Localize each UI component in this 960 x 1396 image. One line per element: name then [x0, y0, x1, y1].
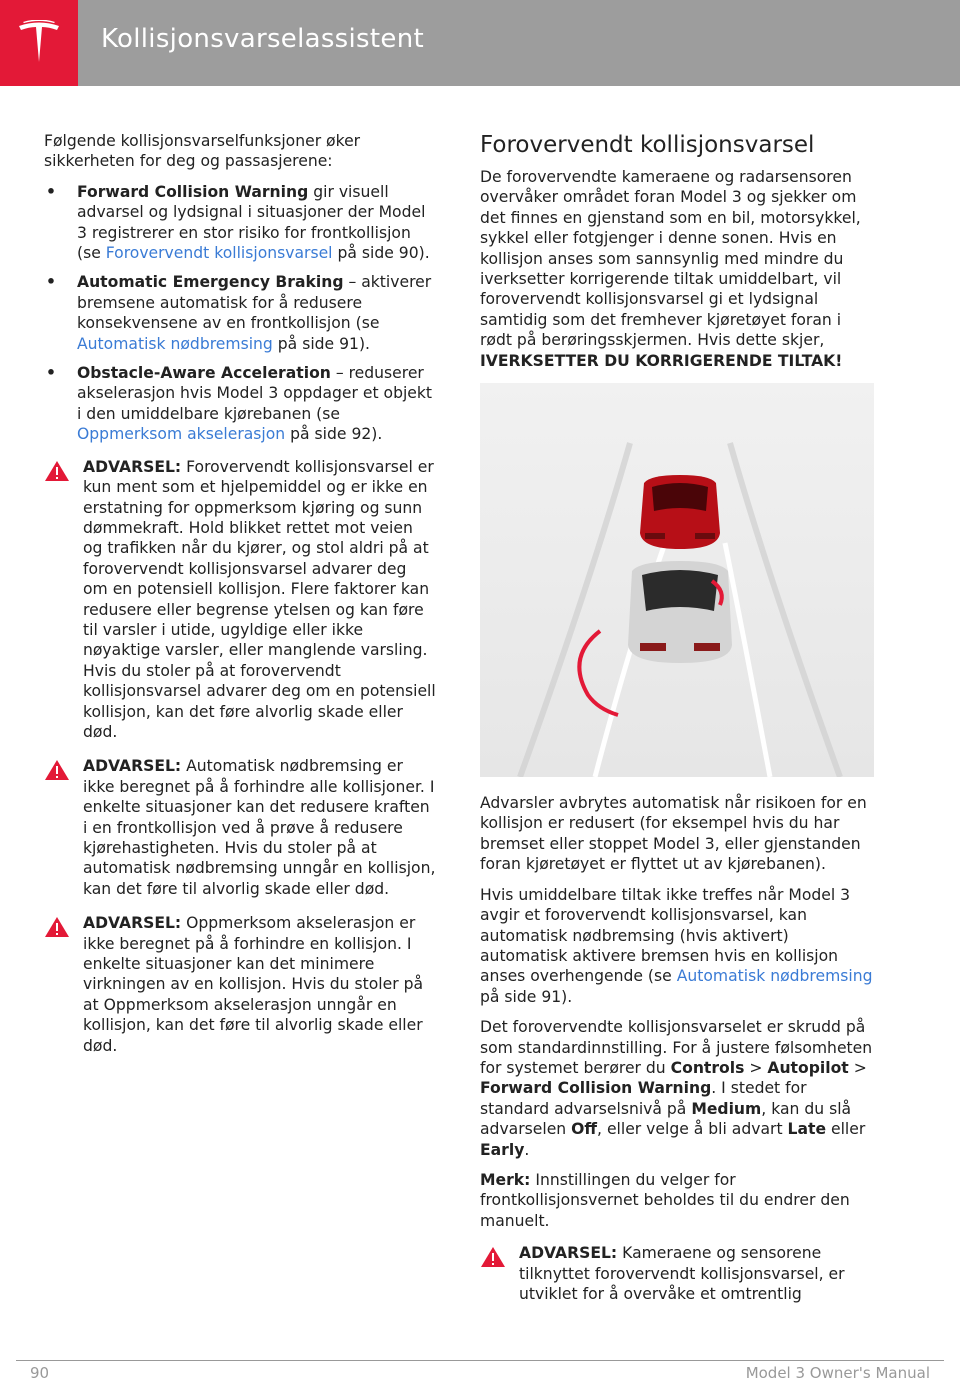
- paragraph-text: De forovervendte kameraene og radarsensoren overvåker området foran Model 3 og sjekker om det finnes en gjenstand som en bil, motorsykkel, sykkel eller fotgjenger i denne sonen. Hvis en kollisjon anses som sannsynlig med mindre du iverksetter korrigerende tiltak umiddelbart, vil forovervendt kollisjonsvarsel gi et lydsignal samtidig som det fremhever kjøretøyet foran i rødt på berøringsskjermen. Hvis dette skjer,: [480, 168, 861, 350]
- list-item: [44, 272, 436, 354]
- note-label: Merk:: [480, 1170, 531, 1189]
- warning-label: ADVARSEL:: [83, 914, 182, 933]
- page-ref: på side 91).: [480, 987, 573, 1006]
- intro-text: Følgende kollisjonsvarselfunksjoner øker sikkerheten for deg og passasjerene:: [44, 132, 361, 171]
- menu-path-fcw: Forward Collision Warning: [480, 1079, 712, 1098]
- page-ref: på side 90).: [332, 244, 430, 263]
- paragraph: [480, 1017, 874, 1160]
- warning-block: [44, 756, 436, 899]
- list-item: [44, 182, 436, 264]
- paragraph-text: Hvis umiddelbare tiltak ikke treffes når Model 3 avgir et forovervendt kollisjonsvarsel, kan automatisk nødbremsing (hvis aktivert) automatisk aktivere bremsen hvis en kollisjon anses overhengende (se: [480, 885, 851, 986]
- paragraph-text: , kan du slå advarselen: [480, 1099, 852, 1139]
- collision-warning-illustration: [480, 383, 874, 777]
- footer-divider: [16, 1360, 944, 1361]
- vehicle-ahead-icon: [640, 475, 720, 549]
- feature-name: Automatic Emergency Braking: [77, 273, 344, 292]
- list-item: [44, 363, 436, 445]
- warning-text: Forovervendt kollisjonsvarsel er kun ment som et hjelpemiddel og er ikke en erstatning for oppmerksom kjøring og sunn dømmekraft. Hold blikket rettet mot veien og trafikken når du kjører, og stol aldri på at forovervendt kollisjonsvarsel advarer deg om en potensiell kollisjon. Flere faktorer kan redusere eller begrense ytelsen og kan føre til varsler i utide, ugyldige eller ikke nøyaktige varsler, eller manglende varsling. Hvis du stoler på at forovervendt kollisjonsvarsel advarer deg om en potensiell kollisjon, kan det føre alvorlig skade eller død.: [83, 457, 436, 741]
- cross-ref-link[interactable]: Oppmerksom akselerasjon: [77, 425, 286, 444]
- page-ref: på side 92).: [285, 425, 383, 444]
- left-column: [44, 131, 436, 1070]
- paragraph-text: , eller velge å bli advart: [597, 1120, 788, 1139]
- setting-early: Early: [480, 1140, 525, 1159]
- setting-off: Off: [571, 1120, 598, 1139]
- warning-triangle-icon: [44, 759, 70, 781]
- warning-text: Automatisk nødbremsing er ikke beregnet på å forhindre alle kollisjoner. I enkelte situasjoner kan det redusere kraften i en frontkollisjon ved å prøve å redusere kjørehastigheten. Hvis du stoler på at automatisk nødbremsing unngår en kollisjon, kan det føre til alvorlig skade eller død.: [83, 757, 436, 898]
- paragraph-text: Det forovervendte kollisjonsvarselet er skrudd på som standardinnstilling. For å justere følsomheten for systemet berører du: [480, 1018, 873, 1077]
- tesla-logo-icon: [0, 0, 78, 86]
- cross-ref-link[interactable]: Automatisk nødbremsing: [676, 967, 873, 986]
- paragraph: Advarsler avbrytes automatisk når risikoen for en kollisjon er redusert (for eksempel hvis du har bremset eller stoppet Model 3, eller gjenstanden foran kjøretøyet er flyttet ut av kjørebanen).: [480, 794, 867, 874]
- own-vehicle-icon: [628, 561, 732, 663]
- paragraph-text: eller: [826, 1120, 866, 1139]
- menu-path-autopilot: Autopilot: [767, 1058, 849, 1077]
- page-ref: på side 91).: [272, 334, 370, 353]
- warning-label: ADVARSEL:: [519, 1244, 618, 1263]
- feature-name: Obstacle-Aware Acceleration: [77, 364, 331, 383]
- note-text: Innstillingen du velger for frontkollisjonsvernet beholdes til du endrer den manuelt.: [480, 1170, 850, 1230]
- warning-triangle-icon: [44, 916, 70, 938]
- setting-late: Late: [787, 1120, 827, 1139]
- feature-desc: – reduserer akselerasjon hvis Model 3 oppdager et objekt i den umiddelbare kjørebanen (se: [77, 364, 433, 423]
- section-title: Forovervendt kollisjonsvarsel: [480, 132, 815, 158]
- warning-block: [480, 1243, 874, 1304]
- manual-title: Model 3 Owner's Manual: [745, 1364, 930, 1382]
- warning-label: ADVARSEL:: [83, 457, 182, 476]
- feature-desc: – aktiverer bremsene automatisk for å redusere konsekvensene av en frontkollisjon (se: [77, 273, 432, 333]
- page-title: Kollisjonsvarselassistent: [101, 24, 424, 54]
- emphasis-text: IVERKSETTER DU KORRIGERENDE TILTAK!: [480, 351, 843, 370]
- cross-ref-link[interactable]: Automatisk nødbremsing: [77, 334, 273, 353]
- warning-block: [44, 913, 436, 1056]
- paragraph-text: .: [524, 1140, 530, 1159]
- warning-block: [44, 457, 436, 743]
- feature-list: [44, 182, 436, 445]
- page-number: 90: [30, 1364, 50, 1382]
- path-separator: >: [848, 1058, 867, 1077]
- warning-label: ADVARSEL:: [83, 757, 182, 776]
- cross-ref-link[interactable]: Forovervendt kollisjonsvarsel: [105, 244, 333, 263]
- warning-triangle-icon: [480, 1246, 506, 1268]
- note: [480, 1170, 874, 1231]
- paragraph: [480, 885, 874, 1007]
- menu-path-controls: Controls: [670, 1058, 745, 1077]
- paragraph-text: . I stedet for standard advarselsnivå på: [480, 1079, 807, 1118]
- page-header: [0, 0, 960, 86]
- paragraph: [480, 167, 874, 371]
- right-column: [480, 131, 874, 1318]
- setting-medium: Medium: [691, 1099, 762, 1118]
- feature-name: Forward Collision Warning: [77, 182, 309, 201]
- warning-text: Kameraene og sensorene tilknyttet forovervendt kollisjonsvarsel, er utviklet for å overvåke et omtrentlig: [519, 1244, 845, 1303]
- warning-text: Oppmerksom akselerasjon er ikke beregnet på å forhindre en kollisjon. I enkelte situasjoner kan det minimere virkningen av en kollisjon. Hvis du stoler på at Oppmerksom akselerasjon unngår en kollisjon, kan det føre til alvorlig skade eller død.: [83, 914, 424, 1055]
- path-separator: >: [744, 1058, 768, 1077]
- road-scene-illustration: [480, 383, 874, 777]
- feature-desc: gir visuell advarsel og lydsignal i situasjoner der Model 3 registrerer en stor risiko for frontkollisjon (se: [77, 182, 426, 263]
- warning-triangle-icon: [44, 460, 70, 482]
